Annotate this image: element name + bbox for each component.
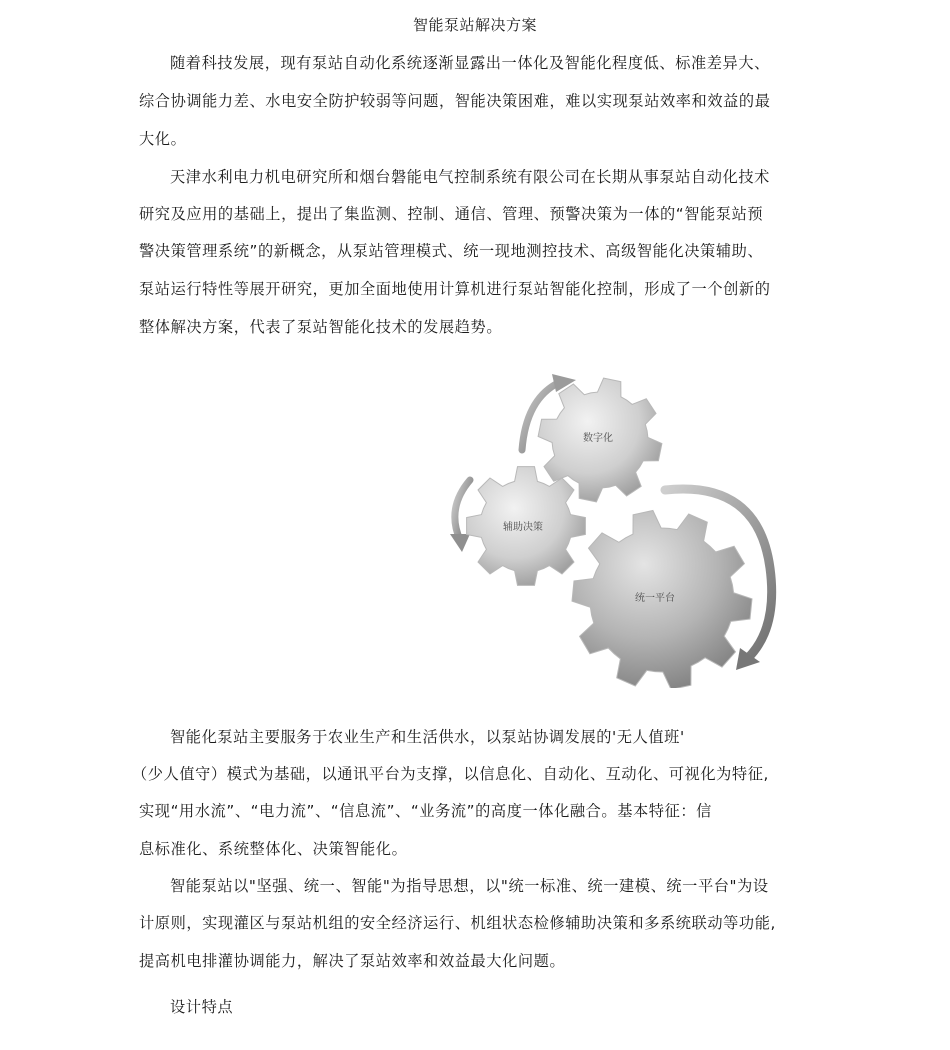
paragraph-2-line-5: 整体解决方案，代表了泵站智能化技术的发展趋势。 [139,318,503,336]
gears-figure [440,368,790,688]
paragraph-2-line-1: 天津水利电力机电研究所和烟台磐能电气控制系统有限公司在长期从事泵站自动化技术 [170,168,770,186]
paragraph-4-line-1: 智能泵站以"坚强、统一、智能"为指导思想，以"统一标准、统一建模、统一平台"为设 [170,877,769,895]
page-title: 智能泵站解决方案 [412,16,537,34]
paragraph-3-line-2: （少人值守）模式为基础，以通讯平台为支撑，以信息化、自动化、互动化、可视化为特征, [132,765,769,783]
paragraph-2-line-3: 警决策管理系统”的新概念，从泵站管理模式、统一现地测控技术、高级智能化决策辅助、 [139,242,764,260]
paragraph-1-line-2: 综合协调能力差、水电安全防护较弱等问题，智能决策困难，难以实现泵站效率和效益的最 [139,92,771,110]
paragraph-4-line-3: 提高机电排灌协调能力，解决了泵站效率和效益最大化问题。 [139,952,566,970]
paragraph-2-line-4: 泵站运行特性等展开研究，更加全面地使用计算机进行泵站智能化控制，形成了一个创新的 [139,280,771,298]
rotation-arrow-head-left [450,534,470,552]
paragraph-4-line-2: 计原则，实现灌区与泵站机组的安全经济运行、机组状态检修辅助决策和多系统联动等功能, [139,914,776,932]
paragraph-1-line-3: 大化。 [139,130,187,148]
gear-label-unified-platform: 统一平台 [635,593,675,604]
section-heading: 设计特点 [170,998,234,1016]
gear-label-decision-support: 辅助决策 [503,522,543,533]
paragraph-3-line-1: 智能化泵站主要服务于农业生产和生活供水，以泵站协调发展的'无人值班' [170,728,685,746]
gear-label-digitalization: 数字化 [583,433,613,444]
paragraph-3-line-3: 实现“用水流”、“电力流”、“信息流”、“业务流”的高度一体化融合。基本特征：信 [139,802,712,820]
paragraph-3-line-4: 息标准化、系统整体化、决策智能化。 [139,840,408,858]
paragraph-1-line-1: 随着科技发展，现有泵站自动化系统逐渐显露出一体化及智能化程度低、标准差异大、 [170,54,770,72]
paragraph-2-line-2: 研究及应用的基础上，提出了集监测、控制、通信、管理、预警决策为一体的“智能泵站预 [139,205,764,223]
